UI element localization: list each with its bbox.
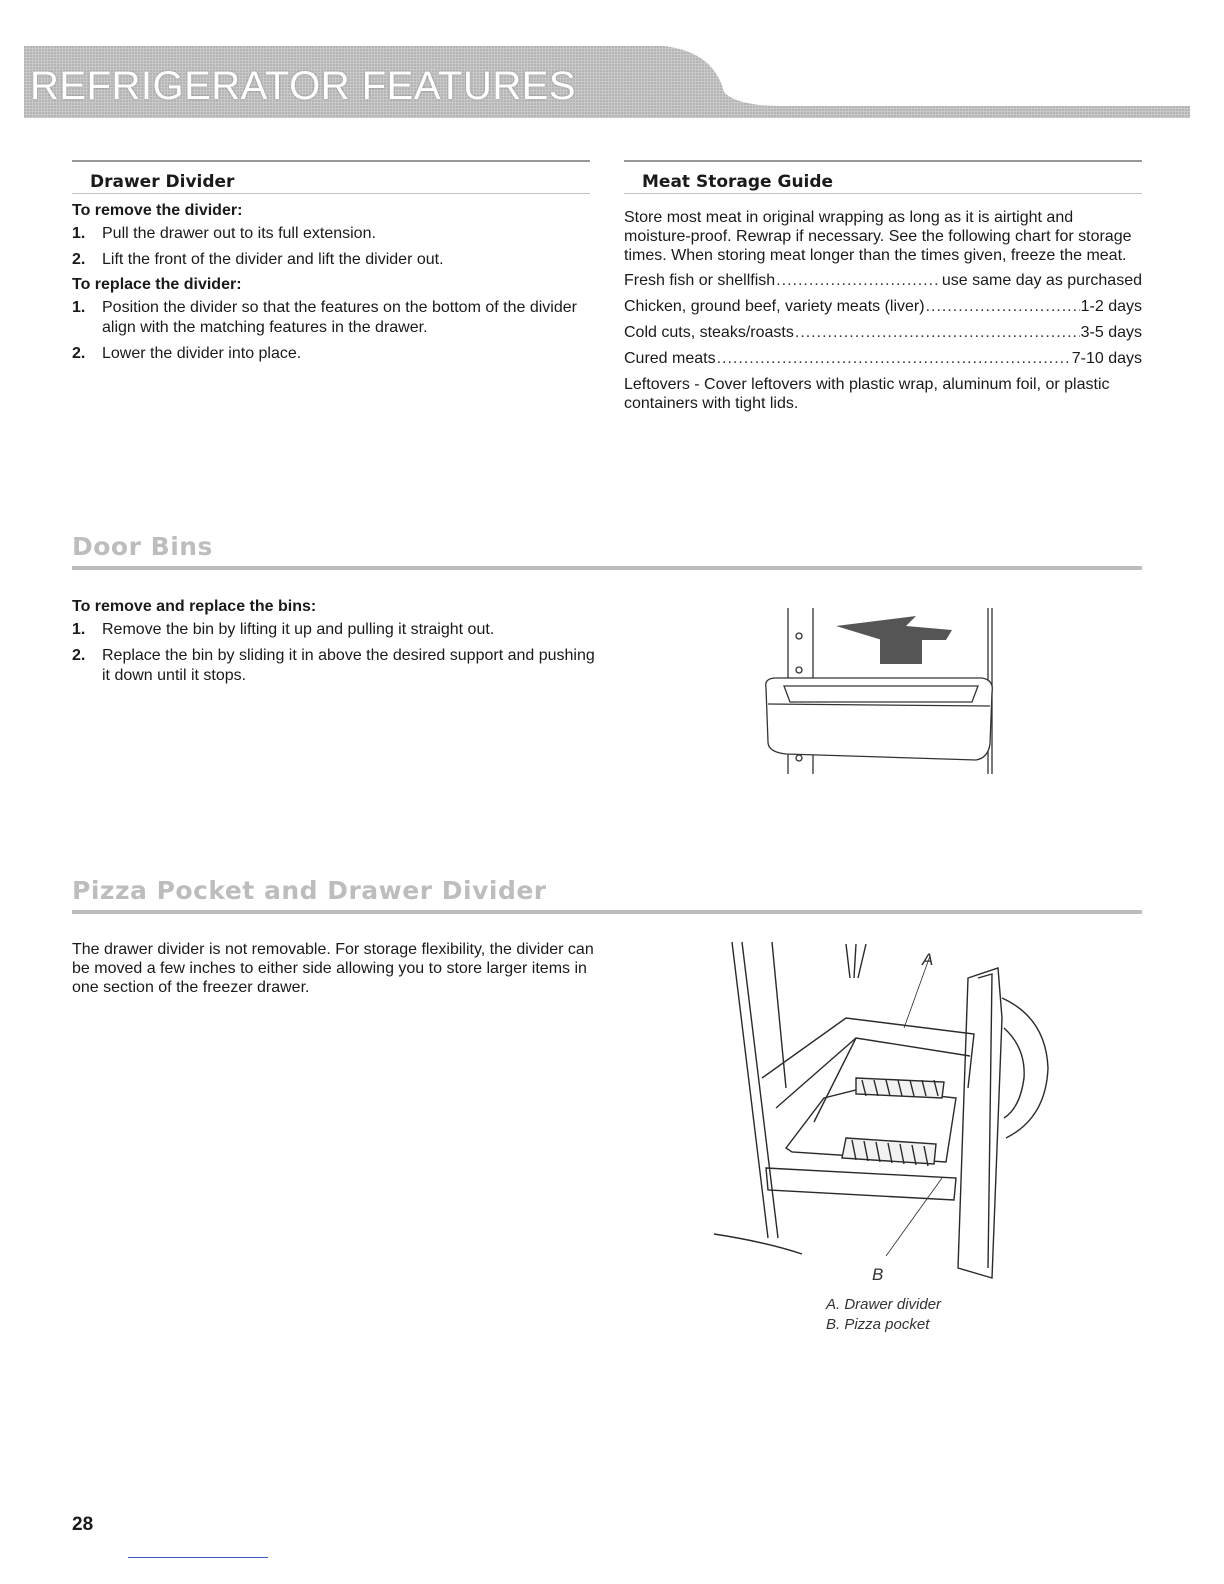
meat-guide-intro: Store most meat in original wrapping as long as it is airtight and moisture-proof. Rewrap if necessary. See the following chart for storage times. When storing meat longer than the times given, freeze the meat.: [624, 209, 1132, 264]
list-item: 1. Position the divider so that the features on the bottom of the divider align with the matching features in the drawer.: [72, 299, 577, 336]
section-divider: [72, 566, 1142, 570]
replace-divider-steps: [72, 298, 590, 364]
leftovers-note: Leftovers - Cover leftovers with plastic wrap, aluminum foil, or plastic containers with tight lids.: [624, 376, 1110, 412]
caption-pizza-pocket: B. Pizza pocket: [826, 1316, 930, 1333]
door-bins-steps: [72, 620, 602, 686]
callout-b: B: [872, 1265, 884, 1284]
meat-row: Cold cuts, steaks/roasts ..... 3-5 days: [624, 323, 1142, 343]
list-item: 1. Pull the drawer out to its full extension.: [72, 225, 376, 242]
arrow-icon: [836, 616, 952, 664]
caption-drawer-divider: A. Drawer divider: [826, 1296, 942, 1313]
section-divider: [72, 910, 1142, 914]
callout-a: A: [922, 950, 934, 969]
page-number: 28: [72, 1514, 94, 1535]
meat-row: Cured meats ..... 7-10 days: [624, 349, 1142, 369]
freezer-drawer-illustration: [706, 938, 1072, 1288]
meat-row: Chicken, ground beef, variety meats (liver) ..... 1-2 days: [624, 297, 1142, 317]
footer-rule: [128, 1557, 268, 1558]
drawer-divider-section: [72, 160, 590, 370]
list-item: 2. Replace the bin by sliding it in above the desired support and pushing it down until it stops.: [72, 647, 595, 684]
meat-guide-heading: Meat Storage Guide: [624, 160, 1142, 194]
list-item: 2. Lift the front of the divider and lift the divider out.: [72, 251, 444, 268]
drawer-divider-heading: Drawer Divider: [72, 160, 590, 194]
door-bin-illustration: [756, 604, 1006, 780]
door-bins-instructions: [72, 598, 602, 692]
list-item: 2. Lower the divider into place.: [72, 345, 302, 362]
list-item: 1. Remove the bin by lifting it up and pulling it straight out.: [72, 621, 495, 638]
remove-divider-label: To remove the divider:: [72, 202, 243, 219]
pizza-pocket-title: Pizza Pocket and Drawer Divider: [72, 876, 547, 905]
meat-storage-section: [624, 160, 1142, 413]
meat-row: Fresh fish or shellfish ..... use same day as purchased: [624, 271, 1142, 291]
door-bins-label: To remove and replace the bins:: [72, 598, 317, 615]
page-header-title: REFRIGERATOR FEATURES: [30, 64, 577, 108]
door-bins-title: Door Bins: [72, 532, 213, 561]
pizza-pocket-description: The drawer divider is not removable. For storage flexibility, the divider can be moved a few inches to either side allowing you to store larger items in one section of the freezer drawer.: [72, 941, 594, 996]
replace-divider-label: To replace the divider:: [72, 276, 242, 293]
remove-divider-steps: [72, 224, 590, 270]
